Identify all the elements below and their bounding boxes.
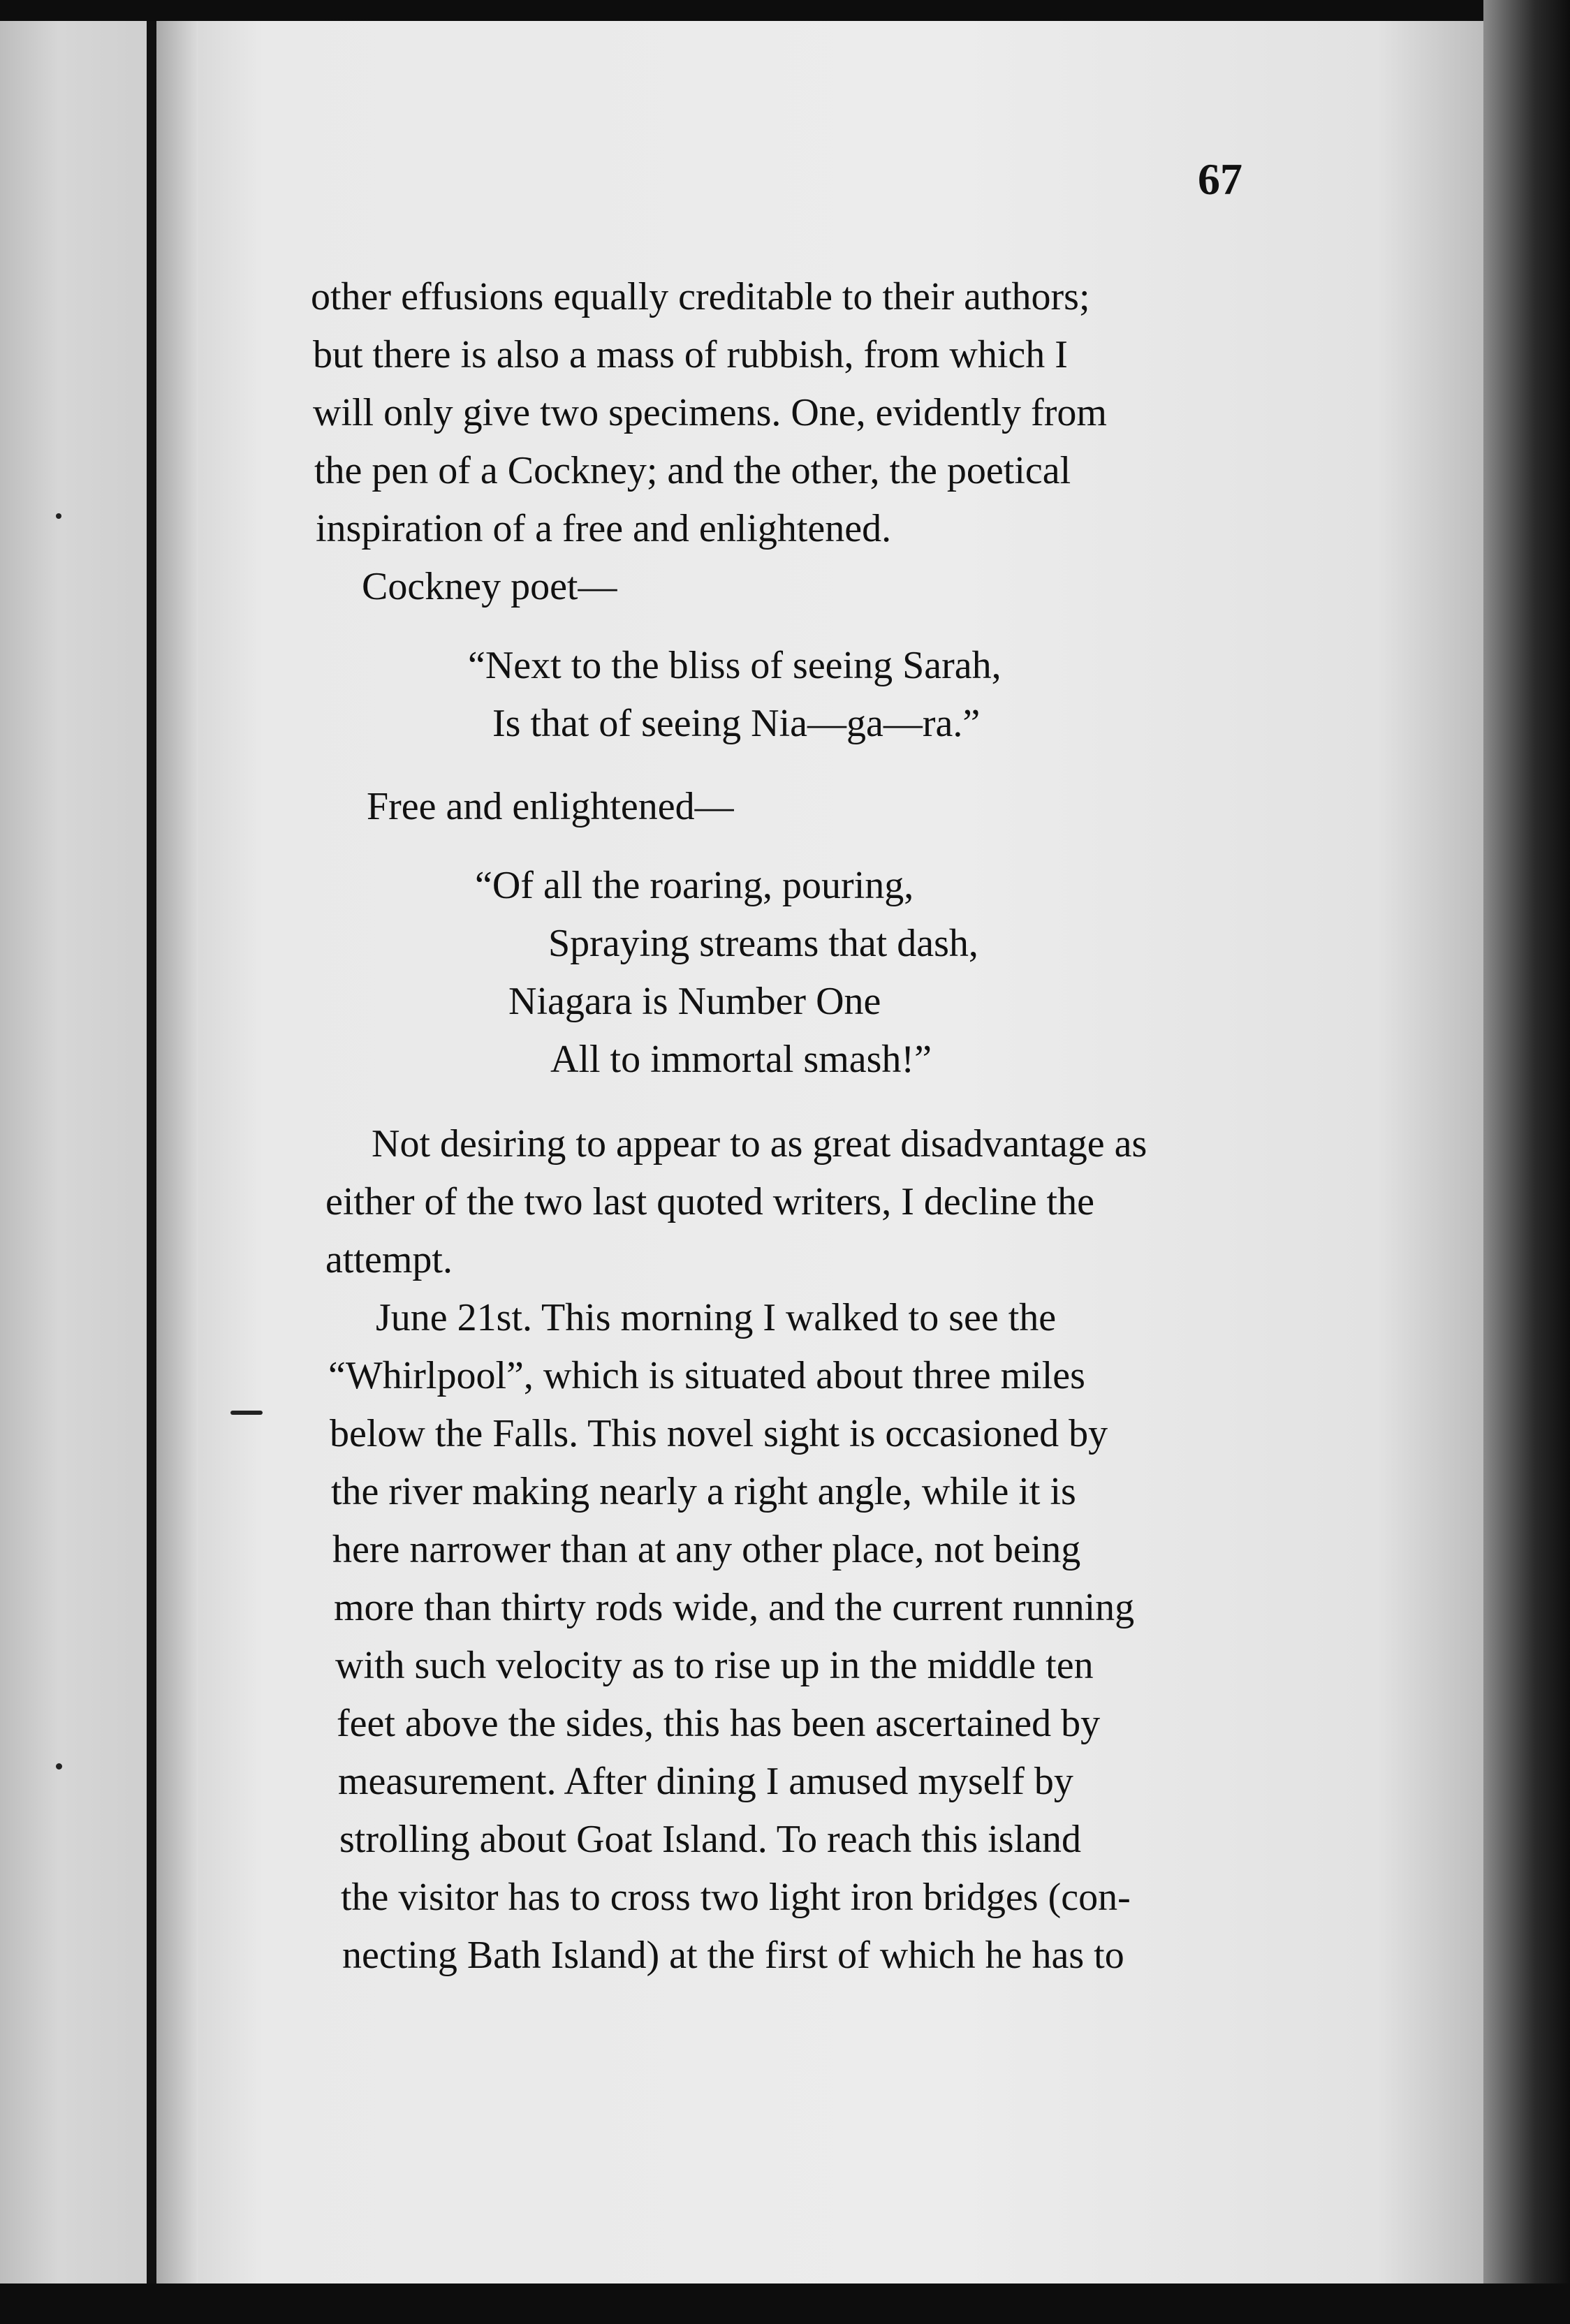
text-line: either of the two last quoted writers, I decline the: [325, 1180, 1094, 1223]
verse-line: Is that of seeing Nia—ga—ra.”: [492, 702, 981, 745]
text-line: will only give two specimens. One, evidently from: [313, 391, 1107, 434]
scan-bottom-border: [0, 2283, 1570, 2324]
text-line: here narrower than at any other place, not being: [332, 1528, 1081, 1571]
scan-right-border: [1483, 0, 1570, 2324]
scan-top-border: [0, 0, 1570, 21]
verse-line: All to immortal smash!”: [550, 1038, 932, 1081]
text-line: the pen of a Cockney; and the other, the poetical: [314, 449, 1071, 492]
text-line: June 21st. This morning I walked to see the: [376, 1296, 1057, 1339]
facing-page-edge: [0, 21, 147, 2283]
text-line: below the Falls. This novel sight is occasioned by: [330, 1412, 1108, 1455]
verse-line: Spraying streams that dash,: [548, 922, 978, 965]
text-line: with such velocity as to rise up in the middle ten: [335, 1644, 1094, 1687]
page-number: 67: [1198, 154, 1242, 204]
verse-line: “Next to the bliss of seeing Sarah,: [468, 644, 1002, 687]
scan-mark: [230, 1411, 263, 1415]
gutter-shadow: [156, 21, 198, 2283]
text-line: inspiration of a free and enlightened.: [316, 507, 892, 550]
text-line: Not desiring to appear to as great disadvantage as: [372, 1122, 1147, 1165]
text-line: measurement. After dining I amused myself by: [338, 1760, 1073, 1803]
scan-speck: [56, 513, 61, 519]
text-line: Free and enlightened—: [367, 785, 734, 828]
verse-line: “Of all the roaring, pouring,: [475, 864, 914, 907]
text-line: Cockney poet—: [362, 565, 617, 608]
text-line: but there is also a mass of rubbish, from which I: [313, 333, 1068, 376]
text-line: attempt.: [325, 1238, 453, 1281]
text-line: necting Bath Island) at the first of which he has to: [342, 1934, 1124, 1977]
text-line: “Whirlpool”, which is situated about three miles: [328, 1354, 1085, 1397]
text-line: strolling about Goat Island. To reach this island: [339, 1818, 1081, 1861]
binding-gutter: [147, 21, 156, 2283]
text-line: the visitor has to cross two light iron bridges (con-: [341, 1876, 1131, 1919]
text-line: other effusions equally creditable to their authors;: [311, 275, 1090, 318]
text-line: more than thirty rods wide, and the current running: [334, 1586, 1135, 1629]
text-line: feet above the sides, this has been ascertained by: [337, 1702, 1101, 1745]
text-line: the river making nearly a right angle, while it is: [331, 1470, 1076, 1513]
verse-line: Niagara is Number One: [508, 980, 881, 1023]
scan-speck: [56, 1763, 62, 1770]
